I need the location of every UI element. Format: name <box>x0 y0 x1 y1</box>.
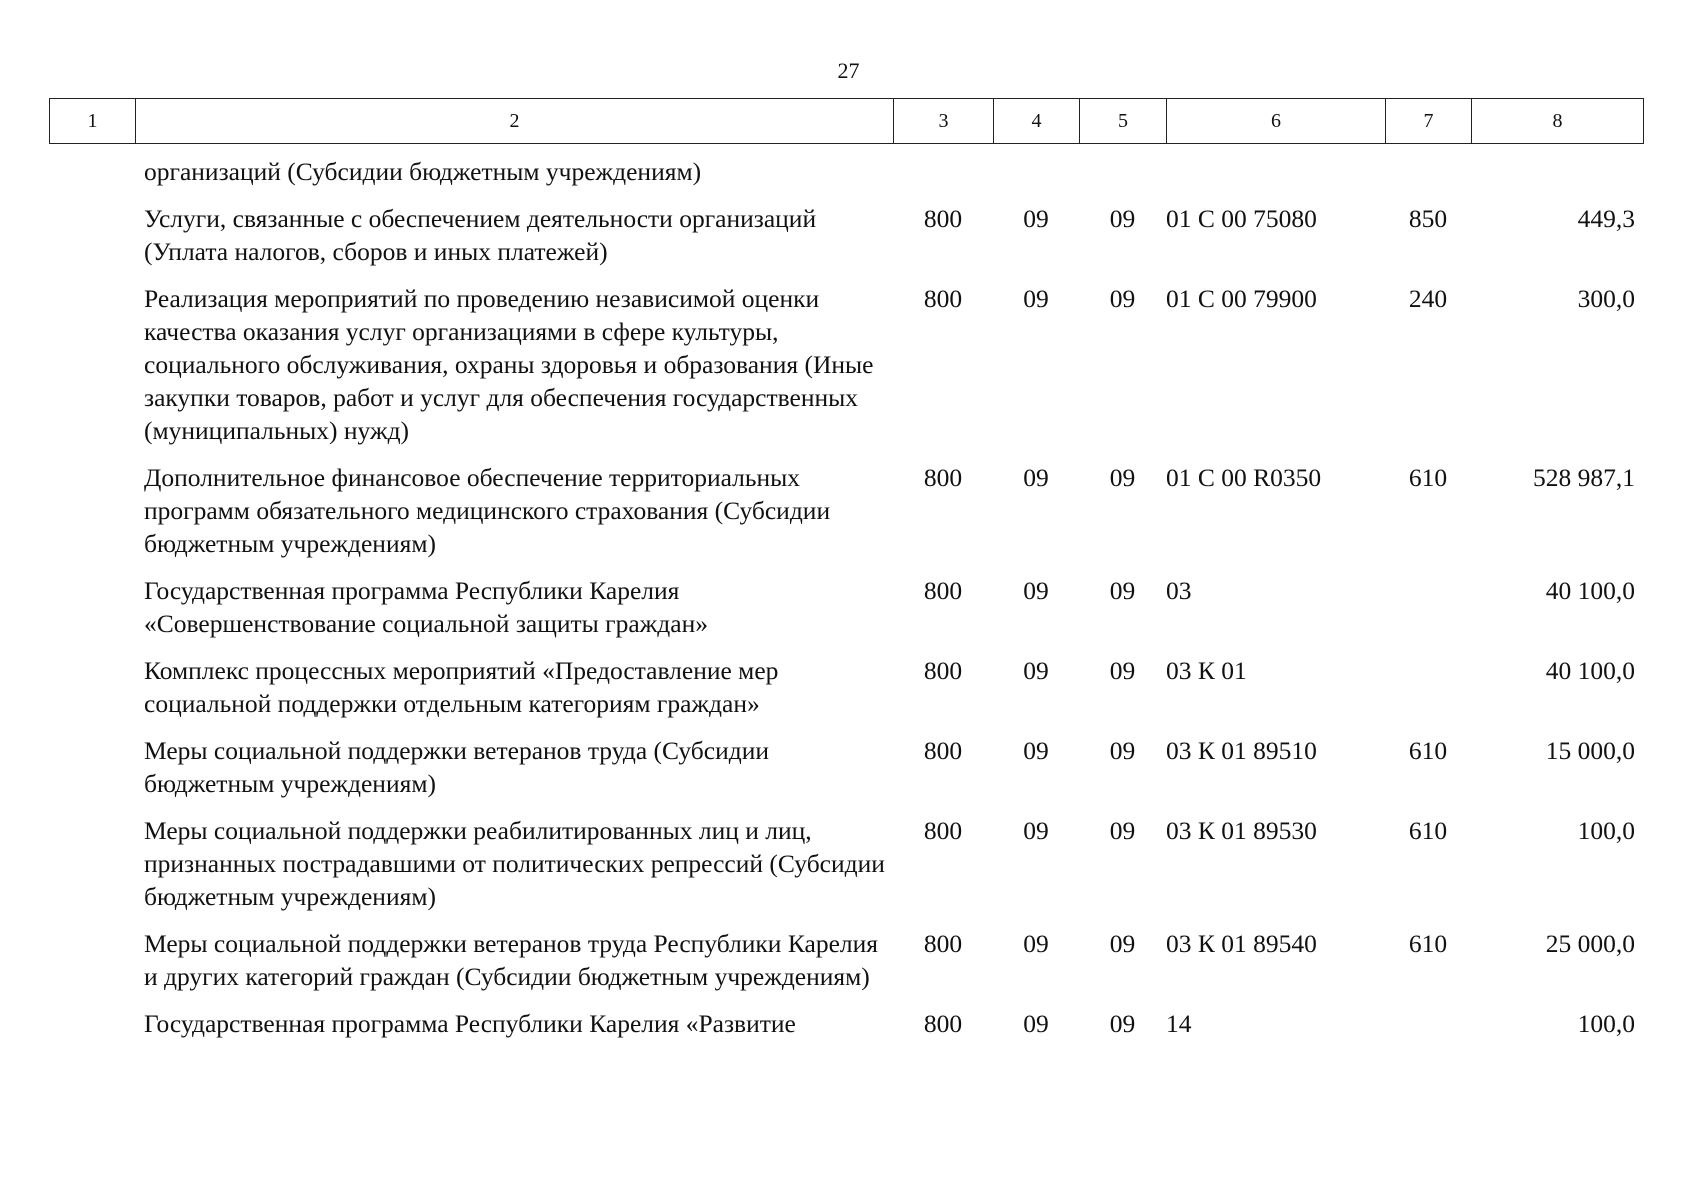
table-row <box>49 202 1643 282</box>
row-expense-type <box>1385 654 1471 734</box>
row-ministry-code: 800 <box>923 463 963 492</box>
row-target-article: 01 С 00 75080 <box>1166 204 1317 233</box>
row-amount: 300,0 <box>1577 284 1635 313</box>
row-subsection: 09 <box>1109 576 1136 605</box>
row-name: Меры социальной поддержки ветеранов труда (Субсидии бюджетным учреждениям) <box>144 736 770 798</box>
row-target-article: 03 К 01 89510 <box>1166 736 1317 765</box>
column-number-2: 2 <box>136 99 894 144</box>
row-expense-type <box>1385 1007 1471 1040</box>
row-name: Меры социальной поддержки ветеранов труда Республики Карелия и других категорий граждан (Субсидии бюджетным учреждениям) <box>144 929 878 991</box>
row-subsection: 09 <box>1109 1009 1136 1038</box>
column-header-row <box>50 99 1644 144</box>
row-target-article <box>1166 155 1385 202</box>
row-amount: 528 987,1 <box>1533 463 1635 492</box>
row-amount <box>1471 155 1643 202</box>
column-number-5: 5 <box>1080 99 1167 144</box>
row-amount: 25 000,0 <box>1545 929 1635 958</box>
row-target-article: 03 К 01 <box>1166 656 1247 685</box>
row-subsection <box>1079 155 1166 202</box>
row-ministry-code: 800 <box>923 204 963 233</box>
row-ministry-code: 800 <box>923 929 963 958</box>
table-row <box>49 654 1643 734</box>
row-expense-type: 610 <box>1408 816 1448 845</box>
table-row <box>49 814 1643 927</box>
row-subsection: 09 <box>1109 284 1136 313</box>
row-target-article: 03 К 01 89530 <box>1166 816 1317 845</box>
column-number-8: 8 <box>1472 99 1644 144</box>
row-section: 09 <box>1023 576 1049 605</box>
row-name: Услуги, связанные с обеспечением деятельности организаций (Уплата налогов, сборов и иных платежей) <box>144 204 817 266</box>
row-amount: 449,3 <box>1577 204 1635 233</box>
table-row <box>49 155 1643 202</box>
row-name: Дополнительное финансовое обеспечение территориальных программ обязательного медицинского страхования (Субсидии бюджетным учреждениям) <box>144 463 831 558</box>
row-ministry-code: 800 <box>923 736 963 765</box>
row-target-article: 01 С 00 79900 <box>1166 284 1317 313</box>
row-ministry-code: 800 <box>923 576 963 605</box>
row-expense-type: 610 <box>1408 736 1448 765</box>
table-row <box>49 734 1643 814</box>
row-ministry-code: 800 <box>923 656 963 685</box>
row-section: 09 <box>1023 1009 1049 1038</box>
row-expense-type: 610 <box>1408 929 1448 958</box>
row-section: 09 <box>1023 204 1049 233</box>
column-number-7: 7 <box>1386 99 1472 144</box>
row-section: 09 <box>1023 463 1049 492</box>
table-row <box>49 927 1643 1007</box>
row-name: Меры социальной поддержки реабилитированных лиц и лиц, признанных пострадавшими от политических репрессий (Субсидии бюджетным учреждениям) <box>144 816 885 911</box>
table-row <box>49 1007 1643 1040</box>
row-section <box>993 155 1079 202</box>
table-row <box>49 461 1643 574</box>
row-amount: 100,0 <box>1577 816 1635 845</box>
row-name: Реализация мероприятий по проведению независимой оценки качества оказания услуг организациями в сфере культуры, социального обслуживания, охраны здоровья и образования (Иные закупки товаров, работ и услуг для обеспечения государственных (муниципальных) нужд) <box>144 284 874 445</box>
row-section: 09 <box>1023 284 1049 313</box>
row-ministry-code: 800 <box>923 816 963 845</box>
row-target-article: 01 С 00 R0350 <box>1166 463 1322 492</box>
row-ministry-code: 800 <box>923 1009 963 1038</box>
table-row <box>49 282 1643 461</box>
row-subsection: 09 <box>1109 463 1136 492</box>
row-name: Государственная программа Республики Карелия «Совершенствование социальной защиты граждан» <box>144 576 708 638</box>
row-subsection: 09 <box>1109 816 1136 845</box>
row-target-article: 14 <box>1166 1009 1192 1038</box>
row-amount: 40 100,0 <box>1545 576 1635 605</box>
row-target-article: 03 К 01 89540 <box>1166 929 1317 958</box>
row-section: 09 <box>1023 816 1049 845</box>
row-target-article: 03 <box>1166 576 1192 605</box>
row-subsection: 09 <box>1109 929 1136 958</box>
table-row <box>49 574 1643 654</box>
row-amount: 15 000,0 <box>1545 736 1635 765</box>
row-ministry-code <box>893 155 993 202</box>
row-subsection: 09 <box>1109 204 1136 233</box>
row-ministry-code: 800 <box>923 284 963 313</box>
column-number-4: 4 <box>994 99 1080 144</box>
row-name: Комплекс процессных мероприятий «Предоставление мер социальной поддержки отдельным категориям граждан» <box>144 656 779 718</box>
page-number: 27 <box>837 58 860 83</box>
row-subsection: 09 <box>1109 656 1136 685</box>
column-number-1: 1 <box>50 99 136 144</box>
row-section: 09 <box>1023 736 1049 765</box>
row-name: Государственная программа Республики Карелия «Развитие <box>144 1009 796 1038</box>
row-subsection: 09 <box>1109 736 1136 765</box>
row-name: организаций (Субсидии бюджетным учреждениям) <box>144 157 702 186</box>
row-expense-type: 610 <box>1408 463 1448 492</box>
column-number-6: 6 <box>1167 99 1386 144</box>
row-expense-type: 240 <box>1408 284 1448 313</box>
row-section: 09 <box>1023 929 1049 958</box>
row-amount: 100,0 <box>1577 1009 1635 1038</box>
row-amount: 40 100,0 <box>1545 656 1635 685</box>
row-expense-type <box>1385 155 1471 202</box>
column-header-table <box>49 98 1644 144</box>
row-expense-type <box>1385 574 1471 654</box>
column-number-3: 3 <box>894 99 994 144</box>
budget-table <box>49 155 1643 1040</box>
row-section: 09 <box>1023 656 1049 685</box>
row-expense-type: 850 <box>1408 204 1448 233</box>
